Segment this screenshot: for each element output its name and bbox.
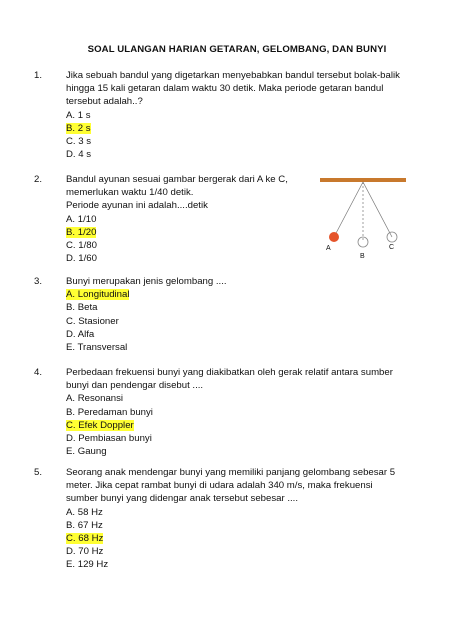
pendulum-label-a: A bbox=[326, 245, 331, 252]
option-b: B. Peredaman bunyi bbox=[66, 406, 153, 418]
question-number: 2. bbox=[34, 174, 43, 185]
option-e: E. 129 Hz bbox=[66, 559, 109, 571]
option-c-answer: C. 68 Hz bbox=[66, 533, 104, 545]
option-b: B. Beta bbox=[66, 302, 98, 314]
pendulum-support-bar bbox=[320, 178, 406, 182]
question-stem-line: Bunyi merupakan jenis gelombang .... bbox=[66, 276, 227, 287]
page-title: SOAL ULANGAN HARIAN GETARAN, GELOMBANG, DAN BUNYI bbox=[87, 44, 387, 55]
option-d: D. 1/60 bbox=[66, 253, 97, 265]
option-d: D. Alfa bbox=[66, 328, 95, 340]
option-d: D. Pembiasan bunyi bbox=[66, 433, 152, 445]
question-stem-line: tersebut adalah..? bbox=[66, 96, 143, 108]
question-stem-line: Seorang anak mendengar bunyi yang memiliki panjang gelombang sebesar 5 bbox=[66, 467, 396, 478]
option-c: C. Stasioner bbox=[66, 315, 119, 327]
question-stem-line: sumber bunyi yang didengar anak tersebut sebesar .... bbox=[66, 493, 298, 505]
option-c: C. 1/80 bbox=[66, 240, 97, 252]
question-stem-line: memerlukan waktu 1/40 detik. bbox=[66, 187, 194, 199]
pendulum-label-c: C bbox=[389, 244, 395, 251]
option-a: A. Resonansi bbox=[66, 393, 124, 405]
option-c: C. 3 s bbox=[66, 136, 92, 148]
pendulum-figure bbox=[318, 174, 408, 264]
pendulum-bob-a bbox=[329, 232, 339, 242]
option-d: D. 4 s bbox=[66, 149, 92, 161]
question-number: 1. bbox=[34, 70, 43, 81]
option-a: A. 58 Hz bbox=[66, 506, 103, 518]
option-e: E. Gaung bbox=[66, 446, 107, 458]
option-b: B. 67 Hz bbox=[66, 519, 103, 531]
option-e: E. Transversal bbox=[66, 342, 128, 354]
option-a-answer: A. Longitudinal bbox=[66, 289, 130, 301]
question-stem-line: bunyi dan pendengar disebut .... bbox=[66, 380, 204, 392]
question-stem-line: Bandul ayunan sesuai gambar bergerak dari A ke C, bbox=[66, 174, 288, 185]
pendulum-label-b: B bbox=[360, 253, 365, 260]
question-stem-line: Perbedaan frekuensi bunyi yang diakibatkan oleh gerak relatif antara sumber bbox=[66, 367, 393, 378]
option-b-answer: B. 2 s bbox=[66, 122, 91, 134]
question-number: 3. bbox=[34, 276, 43, 287]
pendulum-string-c bbox=[363, 182, 392, 237]
option-d: D. 70 Hz bbox=[66, 546, 104, 558]
pendulum-string-a bbox=[334, 182, 363, 237]
option-b-answer: B. 1/20 bbox=[66, 226, 97, 238]
question-stem-line: meter. Jika cepat rambat bunyi di udara adalah 340 m/s, maka frekuensi bbox=[66, 480, 373, 492]
option-c-answer: C. Efek Doppler bbox=[66, 419, 134, 431]
question-number: 5. bbox=[34, 467, 43, 478]
question-stem-line: hingga 15 kali getaran dalam waktu 30 detik. Maka periode getaran bandul bbox=[66, 83, 384, 95]
question-stem-line: Jika sebuah bandul yang digetarkan menyebabkan bandul tersebut bolak-balik bbox=[66, 70, 400, 81]
question-number: 4. bbox=[34, 367, 43, 378]
option-a: A. 1 s bbox=[66, 109, 91, 121]
question-stem-line: Periode ayunan ini adalah....detik bbox=[66, 200, 208, 212]
option-a: A. 1/10 bbox=[66, 213, 97, 225]
